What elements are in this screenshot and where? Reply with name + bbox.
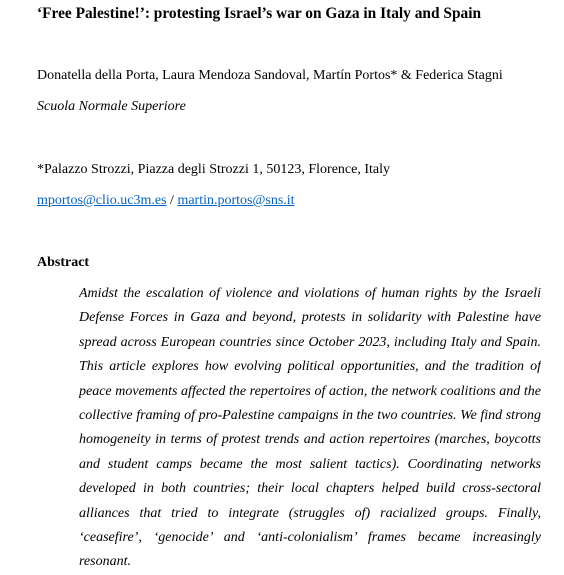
- abstract-line: peace movements affected the repertoires of action, the network coalitions and the: [79, 383, 541, 399]
- abstract-line: alliances that tried to integrate (struggles of) racialized groups. Finally,: [79, 505, 541, 521]
- abstract-line: Amidst the escalation of violence and violations of human rights by the Israeli: [79, 286, 541, 301]
- email-link-sns[interactable]: martin.portos@sns.it: [177, 193, 295, 208]
- abstract-line: developed in both countries; their local chapters helped build cross-sectoral: [79, 481, 541, 497]
- abstract-line: resonant.: [79, 554, 131, 570]
- abstract-line: This article explores how evolving political opportunities, and the tradition of: [79, 359, 541, 375]
- abstract-body: [79, 282, 541, 575]
- author-list: Donatella della Porta, Laura Mendoza Sandoval, Martín Portos* & Federica Stagni: [37, 68, 503, 83]
- abstract-line: ‘ceasefire’, ‘genocide’ and ‘anti-colonialism’ frames became increasingly: [79, 530, 541, 546]
- abstract-heading: Abstract: [37, 255, 90, 270]
- paper-title: ‘Free Palestine!’: protesting Israel’s war on Gaza in Italy and Spain: [37, 5, 482, 22]
- abstract-line: collective framing of pro-Palestine campaigns in the two countries. We find strong: [79, 408, 541, 424]
- abstract-line: Defense Forces in Gaza and beyond, protests in solidarity with Palestine have: [79, 310, 541, 326]
- correspondence-address: *Palazzo Strozzi, Piazza degli Strozzi 1, 50123, Florence, Italy: [37, 162, 391, 177]
- email-separator: /: [166, 193, 178, 208]
- abstract-line: spread across European countries since October 2023, including Italy and Spain.: [79, 334, 541, 350]
- contact-emails: [37, 192, 295, 210]
- abstract-line: and student camps became the most salient tactics). Coordinating networks: [79, 456, 541, 472]
- email-link-uc3m[interactable]: mportos@clio.uc3m.es: [37, 193, 167, 208]
- affiliation: Scuola Normale Superiore: [37, 99, 186, 114]
- abstract-line: homogeneity in terms of protest trends and action repertoires (marches, boycotts: [79, 432, 541, 448]
